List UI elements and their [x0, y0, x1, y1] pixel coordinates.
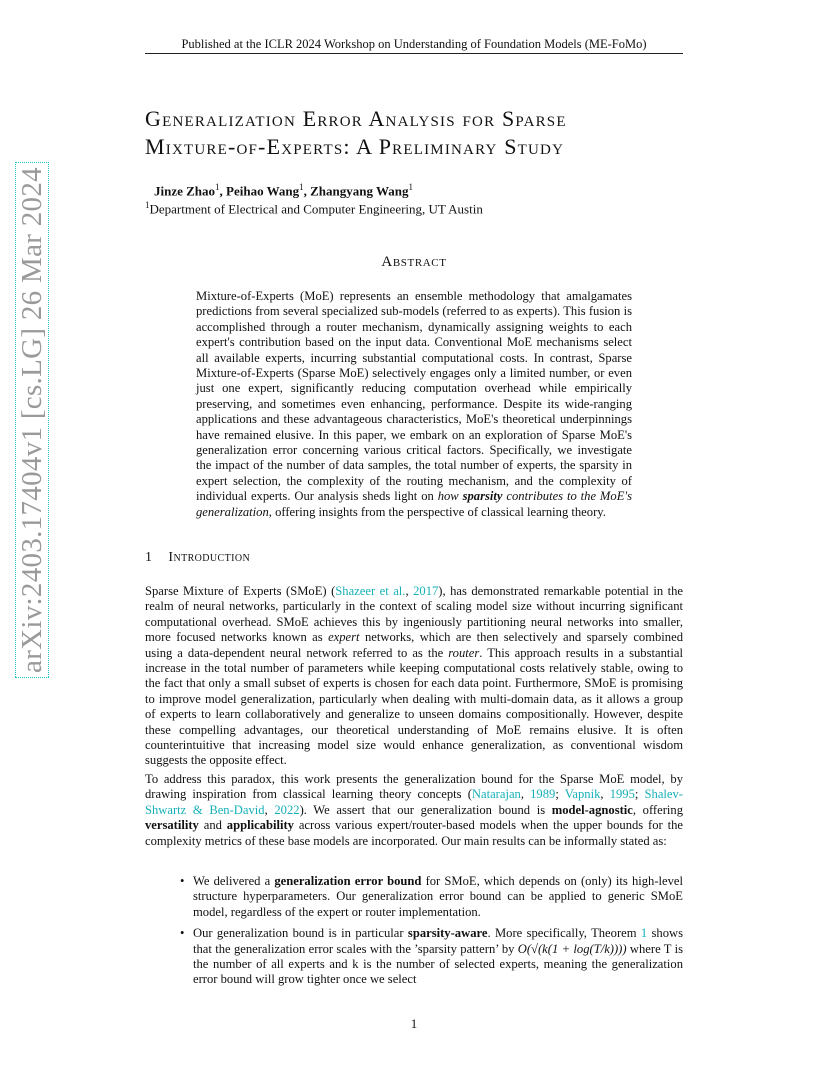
header-rule: [145, 53, 683, 54]
affiliation-text: Department of Electrical and Computer Engineering, UT Austin: [149, 201, 483, 217]
text-run: ,: [520, 787, 531, 802]
theorem-reference-link[interactable]: 1: [640, 926, 648, 941]
list-item: [180, 926, 683, 988]
text-run: . This approach results in a substantial increase in the total number of parameters while keeping computational costs relatively stable, owing to the fact that only a small subset of experts is chosen for each data point. Furthermore, SMoE is promising to improve model generalization, particularly when dealing with multi-domain data, as it allows a group of experts to learn collaboratively and generalize to unseen domains compositionally. However, despite these compelling advantages, our theoretical understanding of MoE remains elusive. It is often counterintuitive that increasing model size would enhance generalization, as conventional wisdom suggests the opposite effect.: [145, 645, 683, 768]
text-run: , offering: [632, 802, 684, 817]
citation-link[interactable]: 2022: [274, 802, 300, 817]
text-run: To address this paradox, this work presents the generalization bound for the Sparse MoE model, by drawing inspiration from classical learning theory concepts (: [145, 772, 683, 802]
arxiv-identifier-stamp[interactable]: [12, 120, 52, 720]
abstract-emphasis-part: how: [437, 489, 463, 504]
abstract-tail: , offering insights from the perspective of classical learning theory.: [268, 504, 606, 519]
section-heading-introduction: [145, 550, 250, 566]
text-run: and: [198, 818, 227, 833]
author-list: Jinze Zhao$^1$, Peihao Wang$^1$, Zhangyang Wang$^1$: [154, 182, 414, 199]
list-item: [180, 874, 683, 920]
citation-link[interactable]: Vapnik: [564, 787, 601, 802]
text-run: ,: [600, 787, 610, 802]
contribution-list: [180, 874, 683, 994]
bold-term: sparsity-aware: [407, 926, 488, 941]
text-run: ,: [264, 802, 275, 817]
text-run: ). We assert that our generalization bound is: [299, 802, 552, 817]
title-line-1: Generalization Error Analysis for Sparse: [145, 106, 567, 131]
abstract-heading: Abstract: [381, 254, 447, 270]
text-run: ;: [634, 787, 645, 802]
page-number: 1: [410, 1016, 418, 1031]
text-run: ), has demonstrated remarkable potential in the realm of neural networks, particularly in the context of scaling model size without incurring significant computational overhead. SMoE achieves this by ingeniously partitioning neural networks into smaller, more focused networks known as: [145, 584, 684, 645]
author-name: Peihao Wang: [226, 183, 300, 199]
paper-title: [145, 105, 705, 161]
bold-term: generalization error bound: [274, 874, 422, 888]
intro-paragraph-1: [145, 584, 683, 769]
author-name: Jinze Zhao: [154, 183, 216, 199]
text-run: across various expert/router-based models when the upper bounds for the complexity metrics of these base models are incorporated. Our main results can be informally stated as:: [145, 818, 683, 848]
affiliation-mark: 1: [408, 182, 414, 192]
affiliation-mark: 1: [215, 182, 220, 192]
intro-paragraph-2: [145, 772, 683, 849]
affiliation: [145, 200, 483, 217]
text-run: for SMoE, which depends on (only) its high-level structure hyperparameters. Our generalization error bound can be applied to generic SMoE model, regardless of the expert or router implementation.: [193, 874, 683, 919]
text-run: We delivered a: [193, 874, 275, 888]
emphasis-text: router: [448, 645, 480, 660]
math-expression: O(√(k(1 + log(T/k)))): [517, 941, 627, 956]
text-run: ,: [405, 584, 414, 598]
section-title: Introduction: [168, 550, 251, 565]
citation-link[interactable]: Natarajan: [471, 787, 521, 802]
bullet-marker: •: [180, 926, 185, 941]
text-run: where T is the number of all experts and k is the number of selected experts, meaning the generalization error bound will grow tighter once we select: [193, 941, 683, 987]
text-run: Sparse Mixture of Experts (SMoE) (: [145, 584, 336, 598]
title-line-2: Mixture-of-Experts: A Preliminary Study: [145, 134, 565, 159]
author-name: Zhangyang Wang: [310, 183, 409, 199]
bullet-marker: •: [180, 874, 185, 888]
text-run: ;: [555, 787, 565, 802]
emphasis-text: expert: [328, 630, 360, 645]
affiliation-mark: 1: [299, 182, 304, 192]
running-header: Published at the ICLR 2024 Workshop on Understanding of Foundation Models (ME-FoMo): [181, 37, 647, 51]
abstract-body: [196, 289, 632, 520]
affiliation-mark: 1: [145, 200, 150, 210]
text-run: networks, which are then selectively and sparsely combined using a data-dependent neural network referred to as the: [145, 630, 683, 660]
citation-link[interactable]: 2017: [413, 584, 439, 598]
citation-link[interactable]: Shalev-Shwartz & Ben-David: [145, 787, 683, 817]
bold-term: model-agnostic: [551, 802, 633, 817]
citation-link[interactable]: 1995: [609, 787, 635, 802]
abstract-text: Mixture-of-Experts (MoE) represents an ensemble methodology that amalgamates predictions from several specialized sub-models (referred to as experts). This fusion is accomplished through a router mechanism, dynamically assigning weights to each expert's contribution based on the input data. Conventional MoE mechanisms select all available experts, incurring substantial computational costs. In contrast, Sparse Mixture-of-Experts (Sparse MoE) selectively engages only a limited number, or even just one expert, significantly reducing computation overhead while empirically preserving, and sometimes even enhancing, performance. Despite its wide-ranging applications and these advantageous characteristics, MoE's theoretical underpinnings have remained elusive. In this paper, we embark on an exploration of Sparse MoE's generalization error concerning various critical factors. Specifically, we investigate the impact of the number of data samples, the total number of experts, the sparsity in expert selection, the complexity of the routing mechanism, and the complexity of individual experts. Our analysis sheds light on: [196, 289, 632, 504]
text-run: shows that the generalization error scales with the ’sparsity pattern’ by: [193, 926, 684, 956]
text-run: . More specifically, Theorem: [487, 926, 641, 941]
abstract-emphasis-bold: sparsity: [462, 489, 503, 504]
abstract-emphasis-part: contributes to the MoE's generalization: [196, 489, 633, 519]
section-number: 1: [145, 550, 153, 565]
arxiv-identifier-text[interactable]: arXiv:2403.17404v1 [cs.LG] 26 Mar 2024: [15, 162, 49, 678]
bold-term: applicability: [226, 818, 294, 833]
text-run: Our generalization bound is in particular: [193, 926, 408, 941]
citation-link[interactable]: Shazeer et al.: [335, 584, 406, 598]
citation-link[interactable]: 1989: [530, 787, 556, 802]
bold-term: versatility: [145, 818, 199, 833]
